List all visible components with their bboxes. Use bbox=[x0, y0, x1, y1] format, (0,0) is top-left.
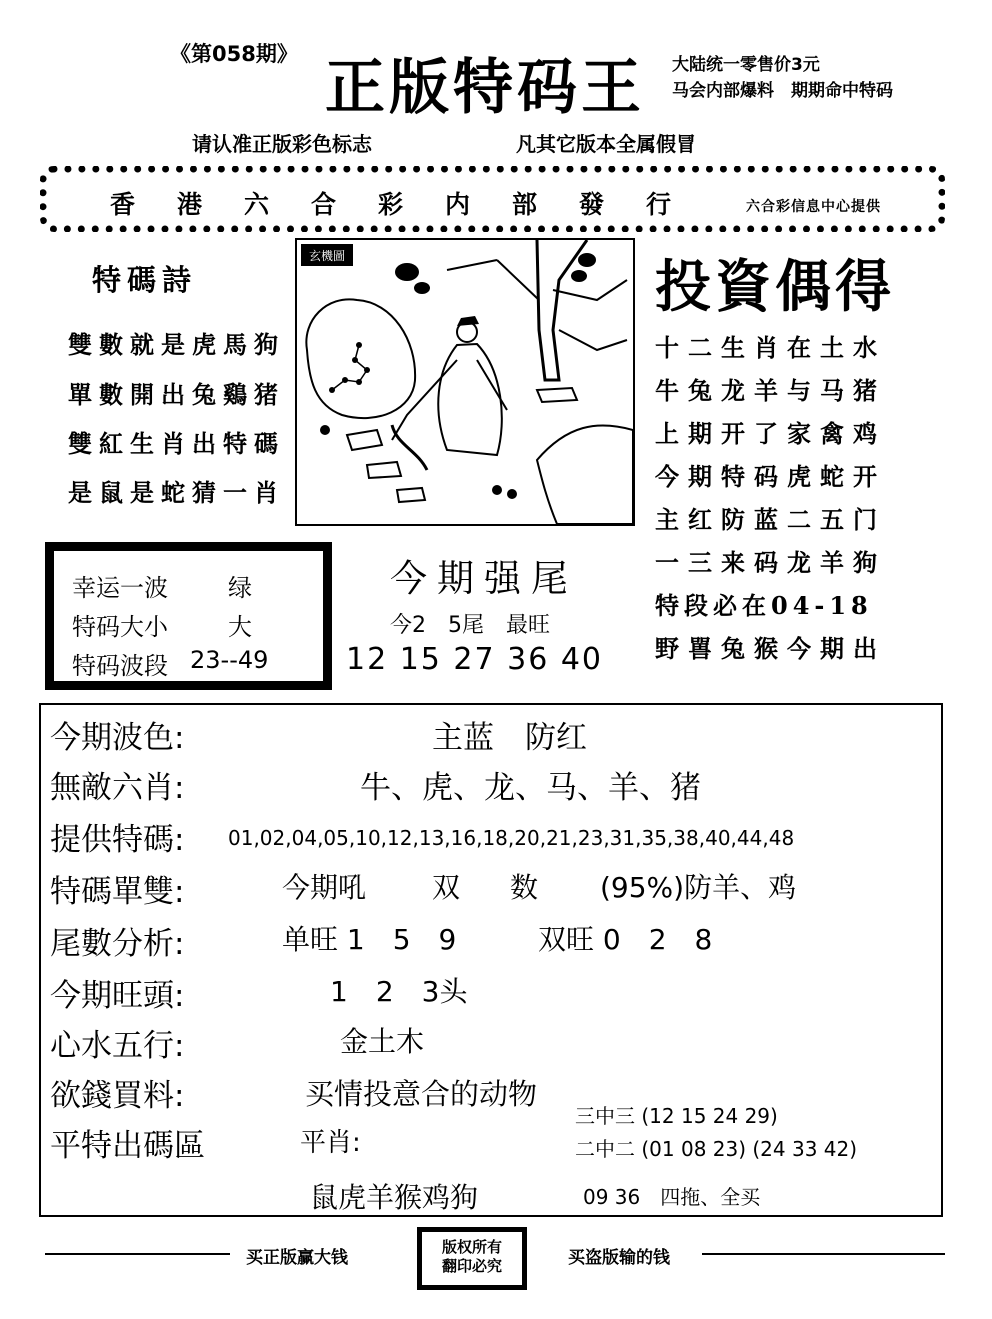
code-range-value: 23--49 bbox=[190, 646, 269, 674]
illustration-drawing bbox=[297, 240, 633, 524]
odd-even-label: 特碼單雙: bbox=[50, 874, 185, 910]
combo-two: 二中二 (01 08 23) (24 33 42) bbox=[575, 1137, 858, 1161]
odd-even-value-3: 数 bbox=[510, 871, 539, 904]
footer-right-text: 买盗版输的钱 bbox=[568, 1248, 670, 1268]
lucky-wave-label: 幸运一波 bbox=[72, 574, 168, 602]
strong-tail-subtitle: 今2 5尾 最旺 bbox=[390, 613, 550, 638]
poem-line: 雙紅生肖出特碼 bbox=[68, 429, 285, 458]
poem-line: 單數開出兔鷄猪 bbox=[68, 380, 285, 409]
banner-provider: 六合彩信息中心提供 bbox=[746, 199, 881, 215]
codes-label: 提供特碼: bbox=[50, 822, 185, 858]
copyright-box bbox=[417, 1227, 527, 1290]
lucky-wave-value: 绿 bbox=[228, 574, 252, 602]
price-note: 大陆统一零售价3元 bbox=[672, 55, 820, 75]
odd-even-value-1: 今期吼 bbox=[282, 871, 367, 904]
head-label: 今期旺頭: bbox=[50, 978, 185, 1014]
five-elements-value: 金土木 bbox=[340, 1025, 425, 1058]
banner-text: 香港六合彩内部發行 bbox=[110, 190, 714, 219]
invest-title: 投資偶得 bbox=[655, 254, 895, 320]
odd-even-value-4: (95%)防羊、鸡 bbox=[600, 871, 797, 904]
combo-drag: 09 36 四拖、全买 bbox=[583, 1185, 761, 1209]
counterfeit-warning: 凡其它版本全属假冒 bbox=[516, 132, 696, 156]
invest-line: 主红防蓝二五门 bbox=[655, 505, 886, 534]
codes-value: 01,02,04,05,10,12,13,16,18,20,21,23,31,35,38,40,44,48 bbox=[228, 826, 795, 850]
slogan-note: 马会内部爆料 期期命中特码 bbox=[672, 81, 893, 101]
code-range-label: 特码波段 bbox=[72, 652, 168, 680]
wave-value: 主蓝 防红 bbox=[432, 720, 587, 756]
invest-line: 十二生肖在土水 bbox=[655, 333, 886, 362]
invest-line: 牛兔龙羊与马猪 bbox=[655, 376, 886, 405]
footer-rule-right bbox=[702, 1253, 945, 1255]
code-size-label: 特码大小 bbox=[72, 613, 168, 641]
footer-left-text: 买正版赢大钱 bbox=[246, 1248, 348, 1268]
invest-line: 野嘼兔猴今期出 bbox=[655, 634, 886, 663]
poem-line: 雙數就是虎馬狗 bbox=[68, 330, 285, 359]
strong-tail-numbers: 12 15 27 36 40 bbox=[346, 642, 604, 677]
five-elements-label: 心水五行: bbox=[50, 1028, 185, 1064]
code-size-value: 大 bbox=[228, 613, 252, 641]
strong-tail-title: 今期强尾 bbox=[390, 557, 578, 600]
invest-line: 特段必在04-18 bbox=[655, 591, 873, 620]
buy-info-value: 买情投意合的动物 bbox=[305, 1077, 538, 1111]
flat-zodiac-label: 平肖: bbox=[300, 1128, 361, 1158]
invest-line: 一三来码龙羊狗 bbox=[655, 548, 886, 577]
head-value: 1 2 3头 bbox=[330, 975, 468, 1008]
copyright-line-2: 翻印必究 bbox=[441, 1257, 502, 1275]
tail-analysis-value-2: 双旺 0 2 8 bbox=[538, 923, 713, 956]
invest-line: 上期开了家禽鸡 bbox=[655, 419, 886, 448]
wave-label: 今期波色: bbox=[50, 720, 185, 756]
issue-number: 《第058期》 bbox=[170, 42, 298, 66]
tail-analysis-label: 尾數分析: bbox=[50, 926, 185, 962]
copyright-line-1: 版权所有 bbox=[441, 1238, 502, 1256]
poem-line: 是鼠是蛇猜一肖 bbox=[68, 478, 285, 507]
footer-rule-left bbox=[45, 1253, 230, 1255]
puzzle-illustration bbox=[295, 238, 635, 526]
six-zodiac-label: 無敵六肖: bbox=[50, 770, 185, 806]
invest-line: 今期特码虎蛇开 bbox=[655, 462, 886, 491]
combo-three: 三中三 (12 15 24 29) bbox=[575, 1104, 778, 1128]
poem-title: 特碼詩 bbox=[92, 263, 198, 297]
buy-info-label: 欲錢買料: bbox=[50, 1078, 185, 1114]
flat-code-label: 平特出碼區 bbox=[50, 1128, 205, 1164]
tail-analysis-value-1: 单旺 1 5 9 bbox=[282, 923, 457, 956]
flat-zodiac-value: 鼠虎羊猴鸡狗 bbox=[310, 1181, 479, 1214]
authentic-warning: 请认准正版彩色标志 bbox=[192, 132, 372, 156]
picture-stamp: 玄機圖 bbox=[308, 249, 346, 263]
page-title: 正版特码王 bbox=[325, 53, 645, 123]
six-zodiac-value: 牛、虎、龙、马、羊、猪 bbox=[360, 770, 701, 806]
odd-even-value-2: 双 bbox=[432, 871, 461, 904]
